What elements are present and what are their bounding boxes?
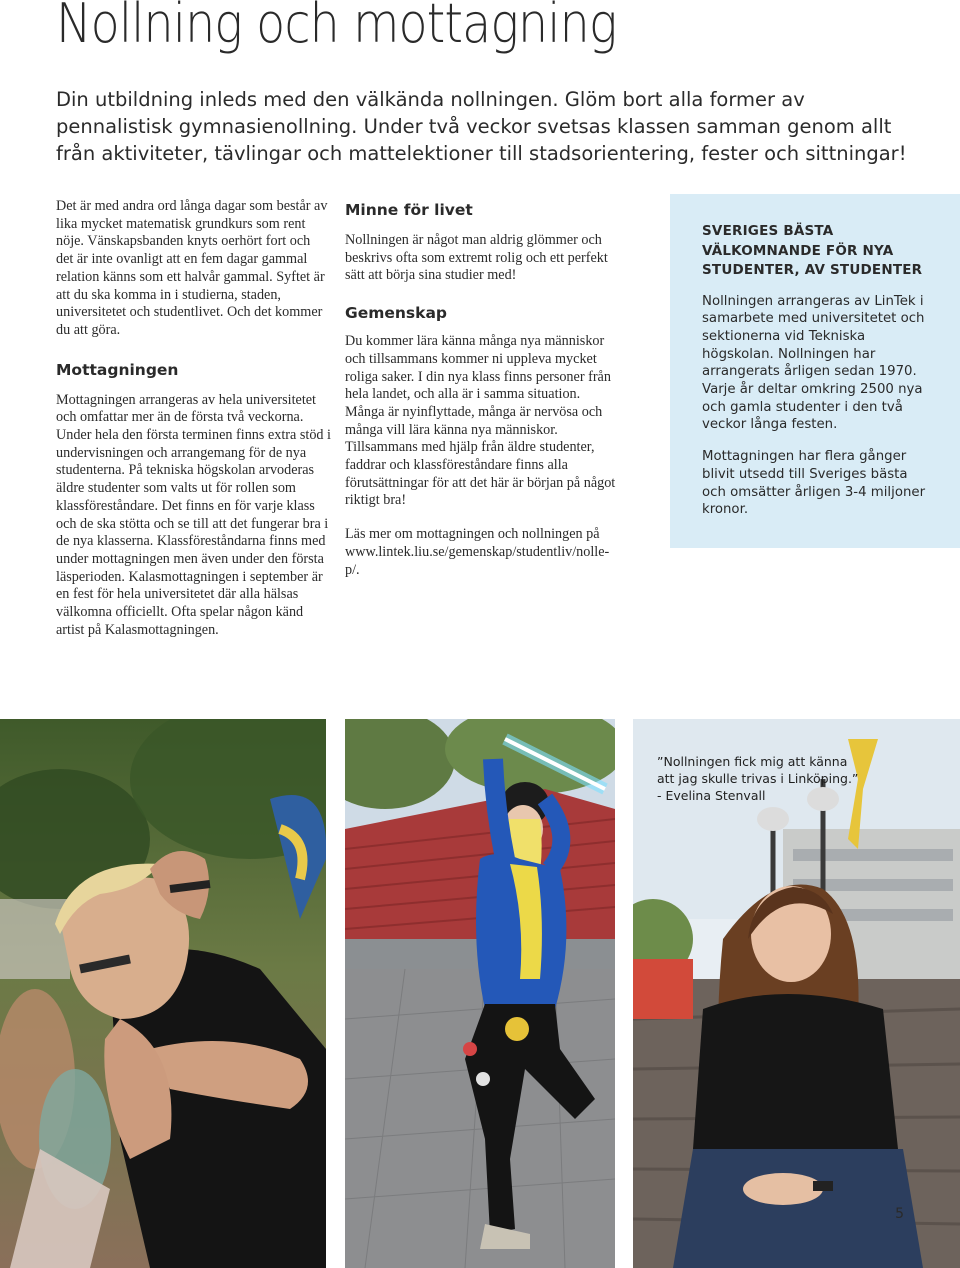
page-number: 5 [895,1206,904,1222]
text-column-2 [345,194,620,579]
intro-paragraph: Det är med andra ord långa dagar som består av lika mycket matematisk grundkurs som rent nöje. Vänskapsbanden knyts oerhört fort och det är inte ovanligt att en fem dagar gammal relation känns som ett halvår gammal. Syftet är att du ska komma in i studierna, staden, universitetet och studentlivet. Och det kommer du att göra. [56,198,328,338]
photo-student-lightsaber [345,719,615,1268]
quote-line-2: att jag skulle trivas i Linköping.” [657,771,859,786]
fact-box [670,194,960,548]
fact-box-heading: SVERIGES BÄSTA VÄLKOMNANDE FÖR NYA STUDENTER, AV STUDENTER [702,223,923,278]
photo-evelina-stenvall [633,719,960,1268]
photo-hugging-students [0,719,326,1268]
gemenskap-paragraph: Du kommer lära känna många nya människor och tillsammans kommer ni uppleva mycket roliga saker. I din nya klass finns personer från hela landet, och alla är i samma situation. Många är nyinflyttade, många är nervösa och många vill lära känna nya människor. Tillsammans med hjälp från äldre studenter, faddrar och klassföreståndare finns alla förutsättningar för att det här är början på något riktigt bra! [345,333,616,509]
fact-box-paragraph-2: Mottagningen har flera gånger blivit utsedd till Sveriges bästa och omsätter årligen 3-4 miljoner kronor. [702,449,926,518]
text-column-1 [56,198,331,639]
heading-gemenskap: Gemenskap [345,304,448,323]
heading-minne-for-livet: Minne för livet [345,201,473,219]
read-more-paragraph: Läs mer om mottagningen och nollningen på www.lintek.liu.se/gemenskap/studentliv/nolle-p/. [345,526,610,578]
fact-box-paragraph-1: Nollningen arrangeras av LinTek i samarbete med universitetet och sektionerna vid Tekniska högskolan. Nollningen har arrangerats årligen sedan 1970. Varje år deltar omkring 2500 nya och gamla studenter i den två veckor långa festen. [702,293,925,433]
mottagningen-paragraph: Mottagningen arrangeras av hela universitetet och omfattar mer än de första två veckorna. Under hela den första terminen finns extra stöd i undervisningen och arrangemang för de nya studenterna. På tekniska högskolan arvoderas äldre studenter som valts ut för rollen som klassföreståndare. Det finns en för varje klass och de ska stötta och se till att det fungerar bra i de nya klasserna. Klassföreståndarna finns med under mottagningen men även under den första läsperioden. Kalasmottagningen i september är en fest för hela universitetet där alla hälsas välkomna officiellt. Ofta spelar någon känd artist på Kalasmottagningen. [56,391,331,638]
quote-line-1: ”Nollningen fick mig att känna [657,754,848,769]
quote-attribution: - Evelina Stenvall [657,788,766,803]
pull-quote [657,753,897,804]
ingress-paragraph: Din utbildning inleds med den välkända nollningen. Glöm bort alla former av pennalistisk gymnasienollning. Under två veckor svetsas klassen samman genom allt från aktiviteter, tävlingar och mattelektioner till stadsorientering, fester och sittningar! [56,88,907,165]
minne-paragraph: Nollningen är något man aldrig glömmer och beskrivs ofta som extremt rolig och ett perfekt sätt att börja sina studier med! [345,232,608,284]
page-title: Nollning och mottagning [56,0,617,55]
heading-mottagningen: Mottagningen [56,360,179,379]
